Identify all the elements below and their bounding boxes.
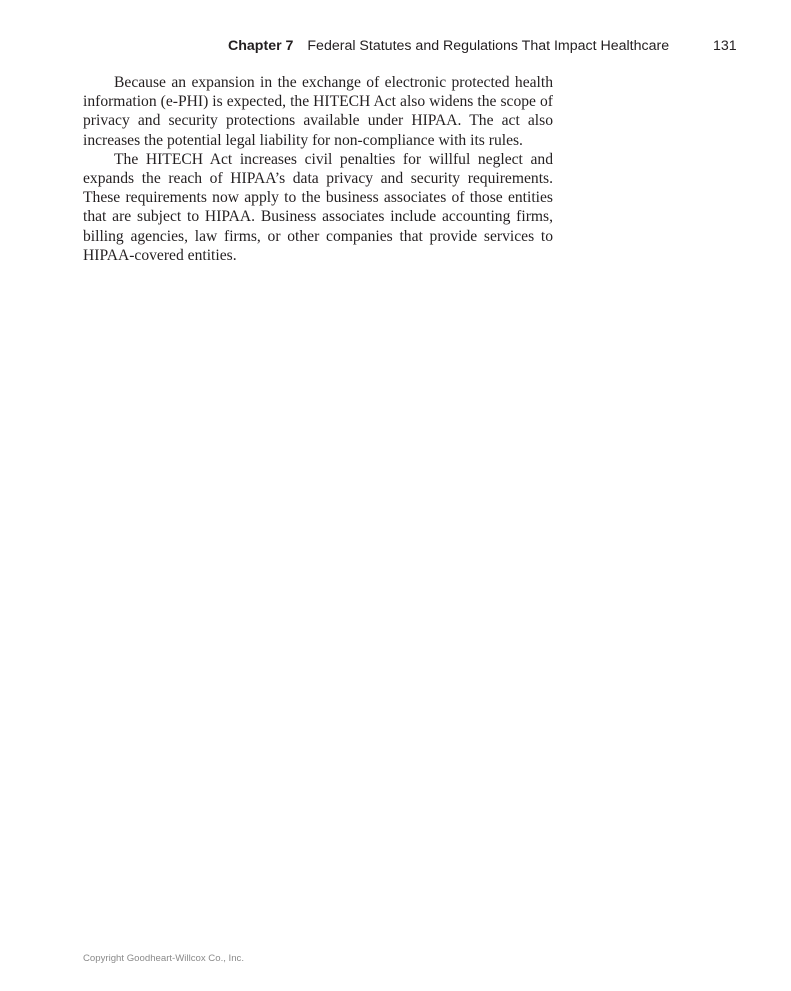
chapter-title: Federal Statutes and Regulations That Impact Healthcare — [307, 38, 670, 54]
running-head — [228, 38, 669, 54]
paragraph: The HITECH Act increases civil penalties for willful neglect and expands the reach of HIPAA’s data privacy and security requirements. These requirements now apply to the business associates of those entities that are subject to HIPAA. Business associates include accounting firms, billing agencies, law firms, or other companies that provide services to HIPAA-covered entities. — [83, 150, 553, 264]
copyright-footer: Copyright Goodheart-Willcox Co., Inc. — [83, 953, 245, 964]
paragraph: Because an expansion in the exchange of electronic protected health information (e-PHI) is expected, the HITECH Act also widens the scope of privacy and security protections available under HIPAA. The act also increases the potential legal liability for non-compliance with its rules. — [83, 74, 553, 149]
page-number: 131 — [713, 38, 737, 54]
body-text — [83, 73, 553, 265]
chapter-label: Chapter 7 — [228, 38, 294, 54]
